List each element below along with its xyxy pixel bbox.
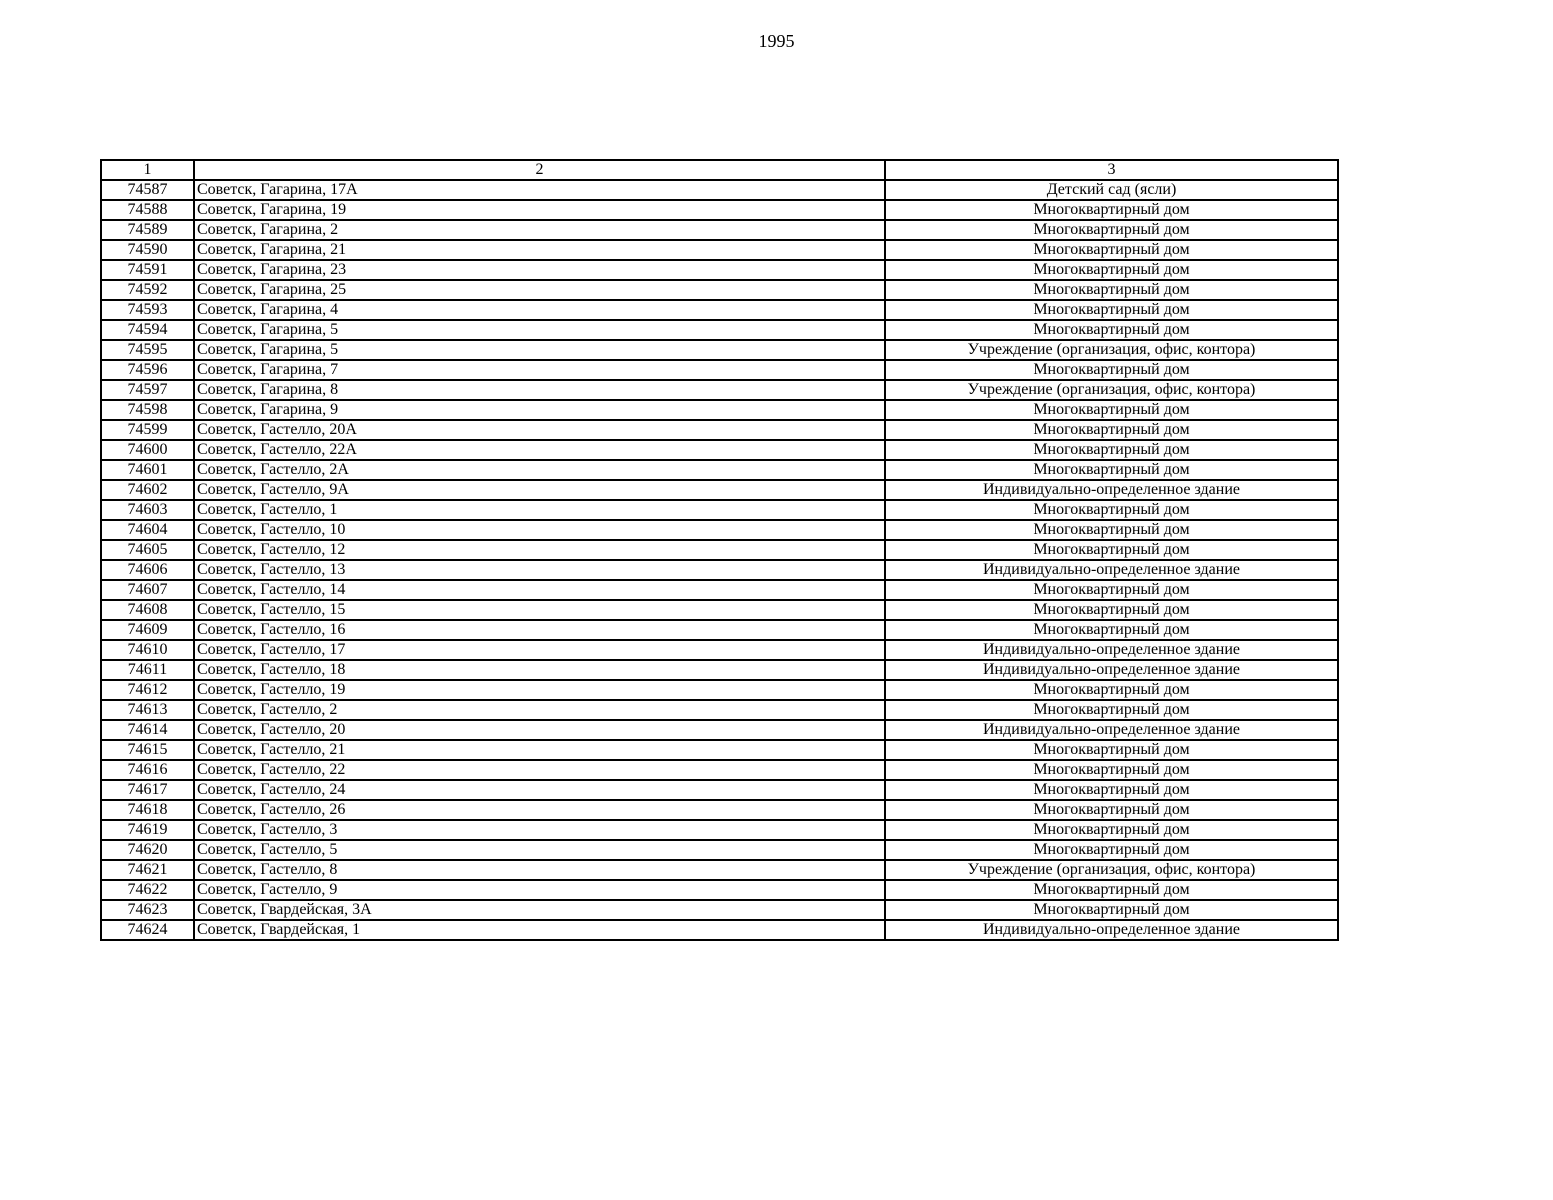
address-cell: Советск, Гастелло, 9: [194, 880, 885, 900]
building-type-cell: Индивидуально-определенное здание: [885, 660, 1338, 680]
table-row: [101, 220, 1338, 240]
address-cell: Советск, Гагарина, 23: [194, 260, 885, 280]
table-row: [101, 800, 1338, 820]
address-cell: Советск, Гагарина, 5: [194, 340, 885, 360]
row-number-cell: 74613: [101, 700, 194, 720]
building-type-cell: Индивидуально-определенное здание: [885, 920, 1338, 940]
table-row: [101, 440, 1338, 460]
table-row: [101, 480, 1338, 500]
table-row: [101, 380, 1338, 400]
address-cell: Советск, Гастелло, 3: [194, 820, 885, 840]
building-type-cell: Многоквартирный дом: [885, 220, 1338, 240]
address-cell: Советск, Гагарина, 8: [194, 380, 885, 400]
address-cell: Советск, Гастелло, 22: [194, 760, 885, 780]
table-row: [101, 240, 1338, 260]
building-type-cell: Многоквартирный дом: [885, 820, 1338, 840]
table-row: [101, 420, 1338, 440]
building-type-cell: Многоквартирный дом: [885, 200, 1338, 220]
row-number-cell: 74591: [101, 260, 194, 280]
table-row: [101, 320, 1338, 340]
table-row: [101, 880, 1338, 900]
table-row: [101, 820, 1338, 840]
table-body: [101, 160, 1338, 940]
address-cell: Советск, Гастелло, 22А: [194, 440, 885, 460]
table-row: [101, 760, 1338, 780]
table-row: [101, 280, 1338, 300]
row-number-cell: 74612: [101, 680, 194, 700]
address-cell: Советск, Гастелло, 1: [194, 500, 885, 520]
building-type-cell: Многоквартирный дом: [885, 840, 1338, 860]
row-number-cell: 74597: [101, 380, 194, 400]
row-number-cell: 74610: [101, 640, 194, 660]
row-number-cell: 74623: [101, 900, 194, 920]
address-cell: Советск, Гастелло, 20: [194, 720, 885, 740]
building-type-cell: Многоквартирный дом: [885, 520, 1338, 540]
row-number-cell: 74620: [101, 840, 194, 860]
property-registry-table: [100, 159, 1339, 941]
building-type-cell: Многоквартирный дом: [885, 500, 1338, 520]
building-type-cell: Многоквартирный дом: [885, 280, 1338, 300]
row-number-cell: 74617: [101, 780, 194, 800]
address-cell: Советск, Гвардейская, 3А: [194, 900, 885, 920]
table-header-row: [101, 160, 1338, 180]
row-number-cell: 74619: [101, 820, 194, 840]
row-number-cell: 74590: [101, 240, 194, 260]
table-row: [101, 700, 1338, 720]
table-row: [101, 340, 1338, 360]
address-cell: Советск, Гастелло, 10: [194, 520, 885, 540]
address-cell: Советск, Гастелло, 16: [194, 620, 885, 640]
building-type-cell: Многоквартирный дом: [885, 420, 1338, 440]
row-number-cell: 74615: [101, 740, 194, 760]
table-row: [101, 520, 1338, 540]
row-number-cell: 74600: [101, 440, 194, 460]
table-row: [101, 660, 1338, 680]
building-type-cell: Индивидуально-определенное здание: [885, 720, 1338, 740]
building-type-cell: Многоквартирный дом: [885, 240, 1338, 260]
building-type-cell: Многоквартирный дом: [885, 540, 1338, 560]
row-number-cell: 74614: [101, 720, 194, 740]
building-type-cell: Многоквартирный дом: [885, 320, 1338, 340]
building-type-cell: Многоквартирный дом: [885, 680, 1338, 700]
row-number-cell: 74602: [101, 480, 194, 500]
building-type-cell: Индивидуально-определенное здание: [885, 640, 1338, 660]
address-cell: Советск, Гастелло, 18: [194, 660, 885, 680]
table-row: [101, 860, 1338, 880]
table-row: [101, 360, 1338, 380]
building-type-cell: Учреждение (организация, офис, контора): [885, 340, 1338, 360]
row-number-cell: 74598: [101, 400, 194, 420]
address-cell: Советск, Гастелло, 24: [194, 780, 885, 800]
row-number-cell: 74606: [101, 560, 194, 580]
table-row: [101, 580, 1338, 600]
row-number-cell: 74589: [101, 220, 194, 240]
address-cell: Советск, Гагарина, 2: [194, 220, 885, 240]
row-number-cell: 74622: [101, 880, 194, 900]
table-row: [101, 840, 1338, 860]
row-number-cell: 74601: [101, 460, 194, 480]
building-type-cell: Многоквартирный дом: [885, 460, 1338, 480]
address-cell: Советск, Гастелло, 14: [194, 580, 885, 600]
row-number-cell: 74587: [101, 180, 194, 200]
row-number-cell: 74603: [101, 500, 194, 520]
table-row: [101, 920, 1338, 940]
row-number-cell: 74608: [101, 600, 194, 620]
row-number-cell: 74588: [101, 200, 194, 220]
address-cell: Советск, Гастелло, 5: [194, 840, 885, 860]
table-row: [101, 400, 1338, 420]
table-row: [101, 780, 1338, 800]
address-cell: Советск, Гастелло, 20А: [194, 420, 885, 440]
building-type-cell: Многоквартирный дом: [885, 400, 1338, 420]
table-row: [101, 300, 1338, 320]
row-number-cell: 74594: [101, 320, 194, 340]
row-number-cell: 74621: [101, 860, 194, 880]
table-row: [101, 200, 1338, 220]
address-cell: Советск, Гастелло, 2А: [194, 460, 885, 480]
building-type-cell: Индивидуально-определенное здание: [885, 480, 1338, 500]
address-cell: Советск, Гастелло, 21: [194, 740, 885, 760]
column-header-1: 1: [101, 160, 194, 180]
address-cell: Советск, Гагарина, 25: [194, 280, 885, 300]
row-number-cell: 74593: [101, 300, 194, 320]
row-number-cell: 74604: [101, 520, 194, 540]
building-type-cell: Многоквартирный дом: [885, 620, 1338, 640]
building-type-cell: Учреждение (организация, офис, контора): [885, 380, 1338, 400]
table-row: [101, 560, 1338, 580]
table-row: [101, 600, 1338, 620]
building-type-cell: Многоквартирный дом: [885, 700, 1338, 720]
table-row: [101, 740, 1338, 760]
row-number-cell: 74592: [101, 280, 194, 300]
building-type-cell: Многоквартирный дом: [885, 760, 1338, 780]
address-cell: Советск, Гастелло, 8: [194, 860, 885, 880]
page-number: 1995: [758, 31, 795, 51]
table-row: [101, 720, 1338, 740]
building-type-cell: Многоквартирный дом: [885, 740, 1338, 760]
column-header-3: 3: [885, 160, 1338, 180]
table-row: [101, 180, 1338, 200]
building-type-cell: Многоквартирный дом: [885, 800, 1338, 820]
address-cell: Советск, Гагарина, 7: [194, 360, 885, 380]
building-type-cell: Многоквартирный дом: [885, 780, 1338, 800]
building-type-cell: Многоквартирный дом: [885, 260, 1338, 280]
address-cell: Советск, Гастелло, 17: [194, 640, 885, 660]
address-cell: Советск, Гагарина, 21: [194, 240, 885, 260]
table-row: [101, 540, 1338, 560]
building-type-cell: Детский сад (ясли): [885, 180, 1338, 200]
table-row: [101, 500, 1338, 520]
address-cell: Советск, Гагарина, 9: [194, 400, 885, 420]
address-cell: Советск, Гагарина, 19: [194, 200, 885, 220]
building-type-cell: Индивидуально-определенное здание: [885, 560, 1338, 580]
table-row: [101, 680, 1338, 700]
column-header-2: 2: [194, 160, 885, 180]
table-row: [101, 640, 1338, 660]
building-type-cell: Многоквартирный дом: [885, 900, 1338, 920]
building-type-cell: Многоквартирный дом: [885, 300, 1338, 320]
row-number-cell: 74607: [101, 580, 194, 600]
address-cell: Советск, Гастелло, 12: [194, 540, 885, 560]
building-type-cell: Многоквартирный дом: [885, 880, 1338, 900]
address-cell: Советск, Гастелло, 9А: [194, 480, 885, 500]
address-cell: Советск, Гагарина, 5: [194, 320, 885, 340]
address-cell: Советск, Гастелло, 13: [194, 560, 885, 580]
row-number-cell: 74611: [101, 660, 194, 680]
building-type-cell: Многоквартирный дом: [885, 360, 1338, 380]
table-row: [101, 260, 1338, 280]
row-number-cell: 74599: [101, 420, 194, 440]
table-row: [101, 620, 1338, 640]
building-type-cell: Многоквартирный дом: [885, 580, 1338, 600]
row-number-cell: 74605: [101, 540, 194, 560]
row-number-cell: 74624: [101, 920, 194, 940]
address-cell: Советск, Гастелло, 19: [194, 680, 885, 700]
table-row: [101, 900, 1338, 920]
row-number-cell: 74609: [101, 620, 194, 640]
row-number-cell: 74596: [101, 360, 194, 380]
address-cell: Советск, Гастелло, 15: [194, 600, 885, 620]
address-cell: Советск, Гагарина, 4: [194, 300, 885, 320]
building-type-cell: Учреждение (организация, офис, контора): [885, 860, 1338, 880]
row-number-cell: 74616: [101, 760, 194, 780]
address-cell: Советск, Гагарина, 17А: [194, 180, 885, 200]
table-row: [101, 460, 1338, 480]
building-type-cell: Многоквартирный дом: [885, 440, 1338, 460]
address-cell: Советск, Гастелло, 26: [194, 800, 885, 820]
building-type-cell: Многоквартирный дом: [885, 600, 1338, 620]
row-number-cell: 74618: [101, 800, 194, 820]
address-cell: Советск, Гвардейская, 1: [194, 920, 885, 940]
address-cell: Советск, Гастелло, 2: [194, 700, 885, 720]
row-number-cell: 74595: [101, 340, 194, 360]
